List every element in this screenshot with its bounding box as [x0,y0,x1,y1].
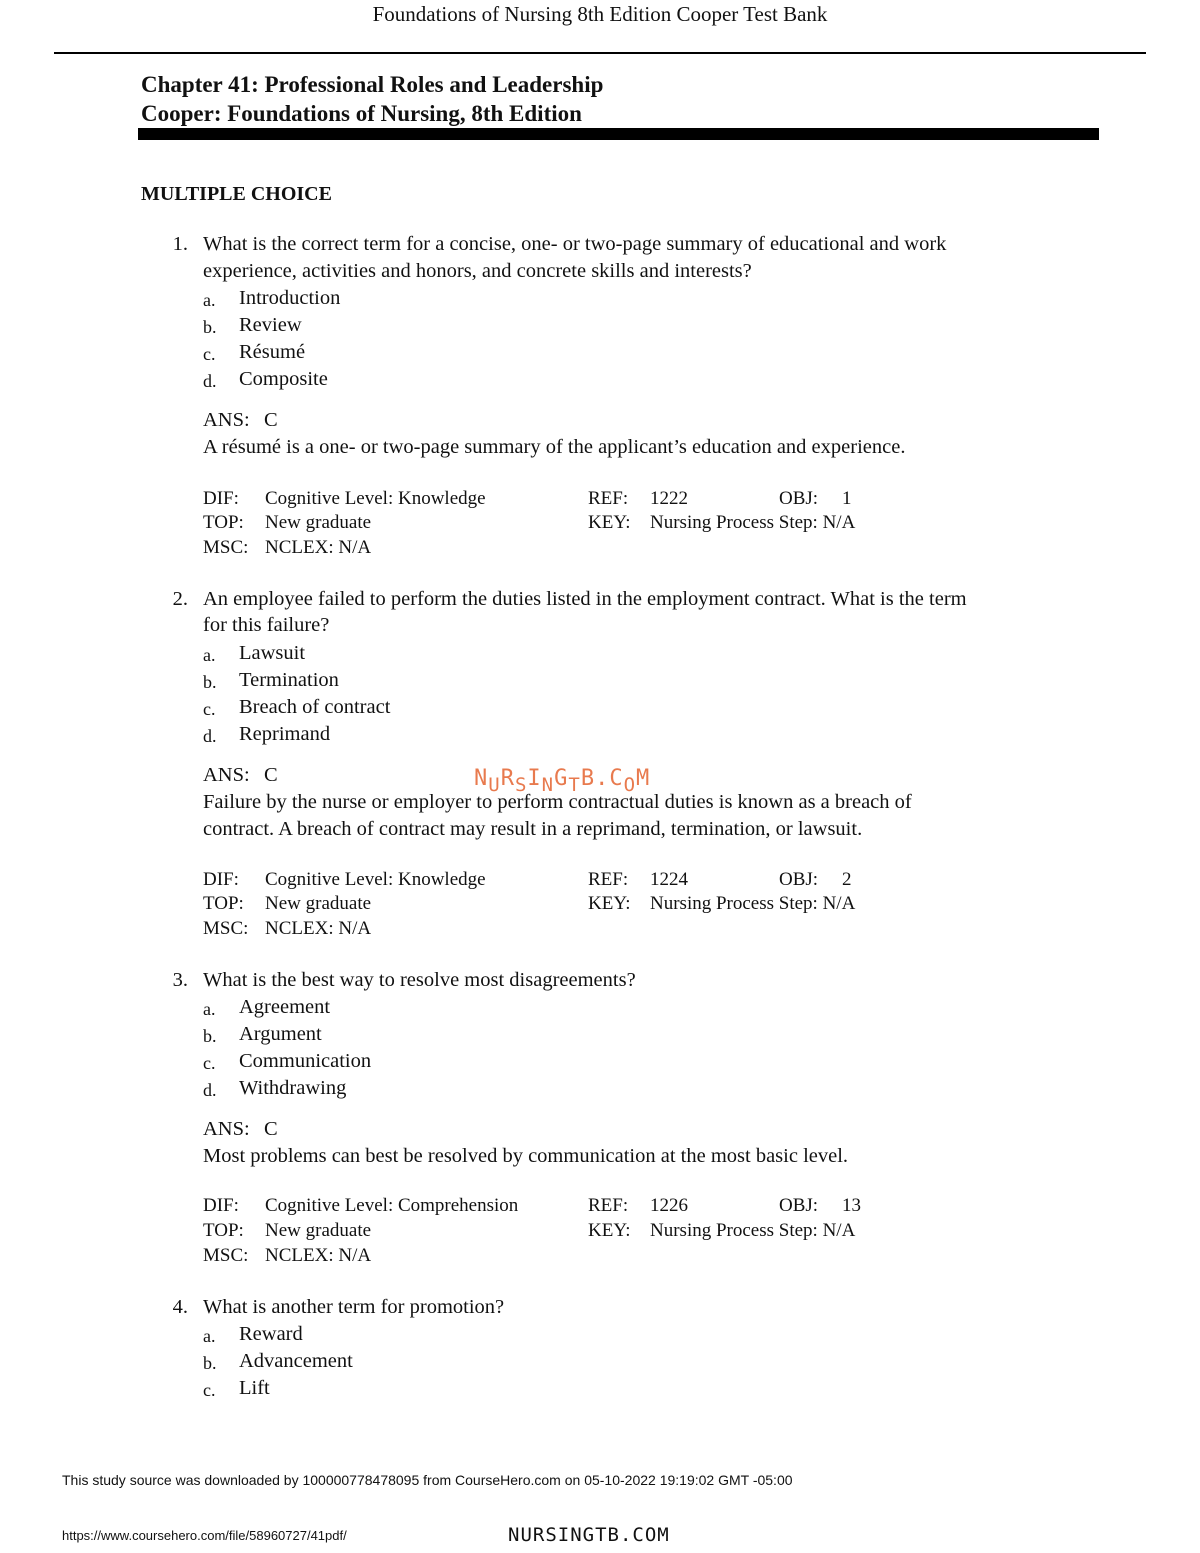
footer-url-link[interactable]: https://www.coursehero.com/file/58960727/41pdf/ [62,1528,347,1543]
question-stem-line: What is the best way to resolve most disagreements? [203,969,636,991]
option-letter: b. [203,1026,217,1046]
watermark-char: S [514,774,528,796]
chapter-title: Chapter 41: Professional Roles and Leadership [141,72,604,97]
option-text: Lift [239,1377,270,1399]
dif-label: DIF: [203,869,239,890]
obj-label: OBJ: [779,869,819,890]
option-letter: b. [203,1353,217,1373]
option-text: Reprimand [239,723,331,745]
rationale-line: contract. A breach of contract may result in a reprimand, termination, or lawsuit. [203,818,863,840]
msc-label: MSC: [203,918,249,939]
section-heading: MULTIPLE CHOICE [141,183,332,205]
question-number: 3. [172,969,188,991]
question-stem-line: What is another term for promotion? [203,1296,505,1318]
msc-label: MSC: [203,1245,249,1266]
ref-value: 1222 [650,488,688,509]
dif-label: DIF: [203,1195,239,1216]
top-value: New graduate [265,512,372,533]
option-text: Withdrawing [239,1077,347,1099]
rationale-line: Most problems can best be resolved by communication at the most basic level. [203,1145,849,1167]
rationale-line: A résumé is a one- or two-page summary of the applicant’s education and experience. [203,436,906,458]
obj-value: 13 [842,1195,861,1216]
option-text: Breach of contract [239,696,391,718]
option-letter: a. [203,1326,216,1346]
watermark-char: I [527,766,542,791]
obj-label: OBJ: [779,1195,819,1216]
question-stem-line: experience, activities and honors, and concrete skills and interests? [203,260,752,282]
dif-label: DIF: [203,488,239,509]
option-letter: b. [203,317,217,337]
key-value: Nursing Process Step: N/A [650,893,856,914]
option-text: Advancement [239,1350,353,1372]
option-letter: c. [203,344,216,364]
question-stem-line: An employee failed to perform the duties listed in the employment contract. What is the term [203,588,967,610]
key-label: KEY: [588,1220,631,1241]
option-letter: a. [203,645,216,665]
question-stem-line: for this failure? [203,614,330,636]
msc-value: NCLEX: N/A [265,537,372,558]
book-title: Cooper: Foundations of Nursing, 8th Edition [141,101,582,126]
key-value: Nursing Process Step: N/A [650,512,856,533]
option-text: Argument [239,1023,322,1045]
answer-value: C [264,764,278,786]
msc-value: NCLEX: N/A [265,1245,372,1266]
title-rule [138,128,1099,140]
obj-value: 1 [842,488,852,509]
option-text: Lawsuit [239,642,306,664]
option-letter: a. [203,999,216,1019]
watermark-char: T [568,774,581,796]
dif-value: Cognitive Level: Knowledge [265,488,486,509]
question-stem-line: What is the correct term for a concise, one- or two-page summary of educational and work [203,233,947,255]
download-source-notice: This study source was downloaded by 100000778478095 from CourseHero.com on 05-10-2022 19:19:02 GMT -05:00 [62,1472,793,1488]
running-header: Foundations of Nursing 8th Edition Cooper Test Bank [372,2,828,26]
option-letter: d. [203,726,217,746]
option-letter: a. [203,290,216,310]
option-letter: d. [203,1080,217,1100]
option-text: Reward [239,1323,303,1345]
dif-value: Cognitive Level: Knowledge [265,869,486,890]
ref-label: REF: [588,488,629,509]
option-letter: c. [203,1380,216,1400]
dif-value: Cognitive Level: Comprehension [265,1195,519,1216]
answer-value: C [264,409,278,431]
watermark-char: B [580,766,596,791]
watermark-char: R [500,766,515,791]
watermark-char: M [636,766,651,791]
answer-label: ANS: [203,409,250,431]
watermark-char: C [609,766,624,791]
obj-value: 2 [842,869,852,890]
option-letter: c. [203,1053,216,1073]
watermark-char: O [623,774,637,796]
ref-value: 1224 [650,869,688,890]
header-rule [54,52,1146,54]
key-label: KEY: [588,893,631,914]
option-letter: d. [203,371,217,391]
watermark-char: G [554,766,569,791]
answer-label: ANS: [203,1118,250,1140]
msc-label: MSC: [203,537,249,558]
rationale-line: Failure by the nurse or employer to perform contractual duties is known as a breach of [203,791,912,813]
option-text: Introduction [239,287,341,309]
top-value: New graduate [265,893,372,914]
option-letter: c. [203,699,216,719]
option-letter: b. [203,672,217,692]
option-text: Agreement [239,996,331,1018]
option-text: Communication [239,1050,372,1072]
msc-value: NCLEX: N/A [265,918,372,939]
ref-label: REF: [588,869,629,890]
watermark-char: U [488,774,501,796]
watermark-char: N [474,766,489,791]
obj-label: OBJ: [779,488,819,509]
option-text: Review [239,314,302,336]
watermark-char: . [595,766,610,791]
answer-label: ANS: [203,764,250,786]
question-number: 1. [172,233,188,255]
option-text: Résumé [239,341,306,363]
question-number: 4. [172,1296,188,1318]
question-number: 2. [172,588,188,610]
answer-value: C [264,1118,278,1140]
top-label: TOP: [203,1220,244,1241]
option-text: Composite [239,368,328,390]
key-value: Nursing Process Step: N/A [650,1220,856,1241]
watermark-char: N [541,774,555,796]
footer-brand: NURSINGTB.COM [508,1524,670,1546]
option-text: Termination [239,669,339,691]
top-label: TOP: [203,893,244,914]
watermark [474,766,651,796]
top-value: New graduate [265,1220,372,1241]
top-label: TOP: [203,512,244,533]
ref-label: REF: [588,1195,629,1216]
ref-value: 1226 [650,1195,688,1216]
key-label: KEY: [588,512,631,533]
